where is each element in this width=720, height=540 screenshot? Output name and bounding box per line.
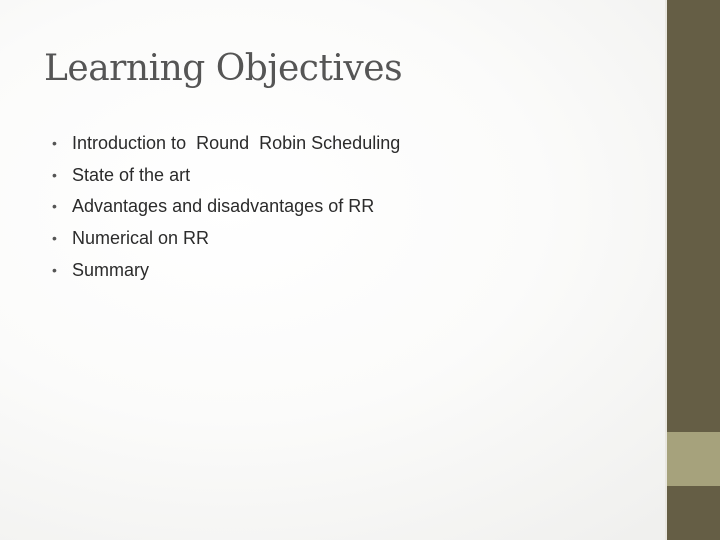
- bullet-item: [52, 191, 375, 223]
- bullet-item: [52, 128, 401, 160]
- bullet-text: Advantages and disadvantages of RR: [72, 196, 375, 217]
- bullet-text: Summary: [72, 259, 150, 280]
- bullet-text: Introduction to Round Robin Scheduling: [72, 133, 401, 153]
- bullet-icon: •: [52, 198, 57, 215]
- bullet-item: [52, 223, 210, 255]
- slide-title: Learning Objectives: [44, 48, 403, 89]
- bullet-item: [52, 255, 150, 287]
- bullet-icon: •: [52, 230, 57, 247]
- sidebar-accent-block: [667, 432, 720, 486]
- bullet-icon: •: [52, 166, 57, 183]
- bullet-icon: •: [52, 135, 57, 151]
- bullet-list: [52, 128, 401, 286]
- bullet-text: State of the art: [72, 164, 191, 185]
- bullet-text: Numerical on RR: [72, 228, 210, 249]
- bullet-item: [52, 160, 191, 192]
- bullet-icon: •: [52, 261, 57, 278]
